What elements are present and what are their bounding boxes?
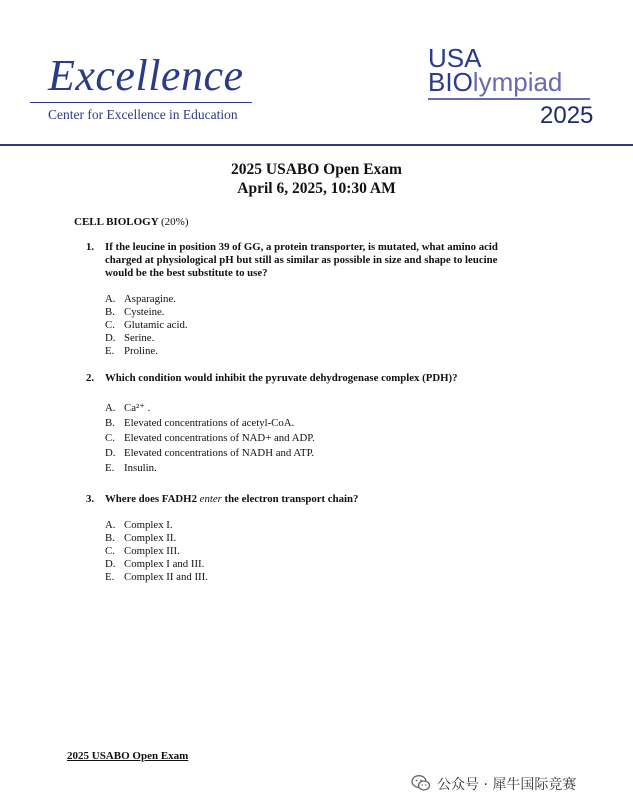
question-text-italic: enter [199, 493, 222, 505]
question-number: 2. [86, 372, 95, 384]
exam-date: April 6, 2025, 10:30 AM [237, 180, 396, 197]
option-text: Elevated concentrations of acetyl-CoA. [124, 417, 295, 429]
question-3 [86, 493, 546, 507]
question-text-line: would be the best substitute to use? [105, 267, 268, 279]
page-header [0, 0, 633, 146]
question-number: 1. [86, 241, 95, 253]
wechat-icon [411, 774, 431, 792]
exam-title: 2025 USABO Open Exam [231, 161, 402, 178]
question-text-after: the electron transport chain? [221, 493, 359, 505]
logo-underline [428, 98, 590, 100]
option-letter: D. [105, 332, 116, 344]
question-text-before: Where does FADH2 [105, 493, 200, 505]
option-letter: E. [105, 345, 115, 357]
logo-divider [30, 102, 252, 103]
option-letter: C. [105, 319, 115, 331]
option-text: Complex II and III. [124, 571, 208, 583]
question-number: 3. [86, 493, 95, 505]
excellence-logo [30, 50, 252, 130]
section-heading [74, 216, 189, 228]
option-letter: A. [105, 402, 116, 414]
logo-usa-text: USA [428, 43, 482, 73]
option-text: Asparagine. [124, 293, 176, 305]
option-letter: D. [105, 447, 116, 459]
option-text: Complex I and III. [124, 558, 205, 570]
watermark-text: 公众号 · 犀牛国际竞赛 [437, 777, 577, 793]
option-text: Elevated concentrations of NADH and ATP. [124, 447, 315, 459]
option-text: Serine. [124, 332, 155, 344]
option-letter: D. [105, 558, 116, 570]
option-text: Elevated concentrations of NAD+ and ADP. [124, 432, 315, 444]
question-text [105, 241, 550, 280]
option-letter: B. [105, 532, 115, 544]
option-letter: E. [105, 571, 115, 583]
question-text: Which condition would inhibit the pyruvate dehydrogenase complex (PDH)? [105, 372, 458, 384]
question-1 [86, 241, 546, 281]
logo-lympiad-text: lympiad [472, 67, 563, 97]
question-text [105, 493, 550, 506]
header-rule [0, 144, 633, 146]
watermark [411, 772, 626, 794]
option-letter: E. [105, 462, 115, 474]
usa-biolympiad-logo [428, 44, 598, 134]
option-text: Complex II. [124, 532, 177, 544]
option-letter: B. [105, 306, 115, 318]
logo-year-text: 2025 [540, 102, 594, 129]
option-text: Proline. [124, 345, 158, 357]
option-letter: A. [105, 293, 116, 305]
excellence-subtitle: Center for Excellence in Education [48, 107, 238, 122]
option-text: Ca²⁺ . [124, 402, 151, 414]
logo-bio-text: BIO [428, 67, 473, 97]
option-letter: C. [105, 545, 115, 557]
option-text: Insulin. [124, 462, 157, 474]
option-letter: B. [105, 417, 115, 429]
section-heading-text: CELL BIOLOGY [74, 216, 159, 228]
option-text: Glutamic acid. [124, 319, 188, 331]
option-text: Complex I. [124, 519, 173, 531]
option-text: Complex III. [124, 545, 180, 557]
option-text: Cysteine. [124, 306, 165, 318]
question-text-line: charged at physiological pH but still as similar as possible in size and shape to leucine [105, 254, 498, 266]
option-letter: A. [105, 519, 116, 531]
question-2 [86, 372, 546, 386]
section-percent: (20%) [161, 216, 189, 228]
page-footer: 2025 USABO Open Exam [67, 750, 189, 762]
logo-biolympiad-line [428, 68, 562, 96]
excellence-script-text: Excellence [48, 51, 244, 100]
question-text-line: If the leucine in position 39 of GG, a protein transporter, is mutated, what amino acid [105, 241, 498, 253]
option-letter: C. [105, 432, 115, 444]
